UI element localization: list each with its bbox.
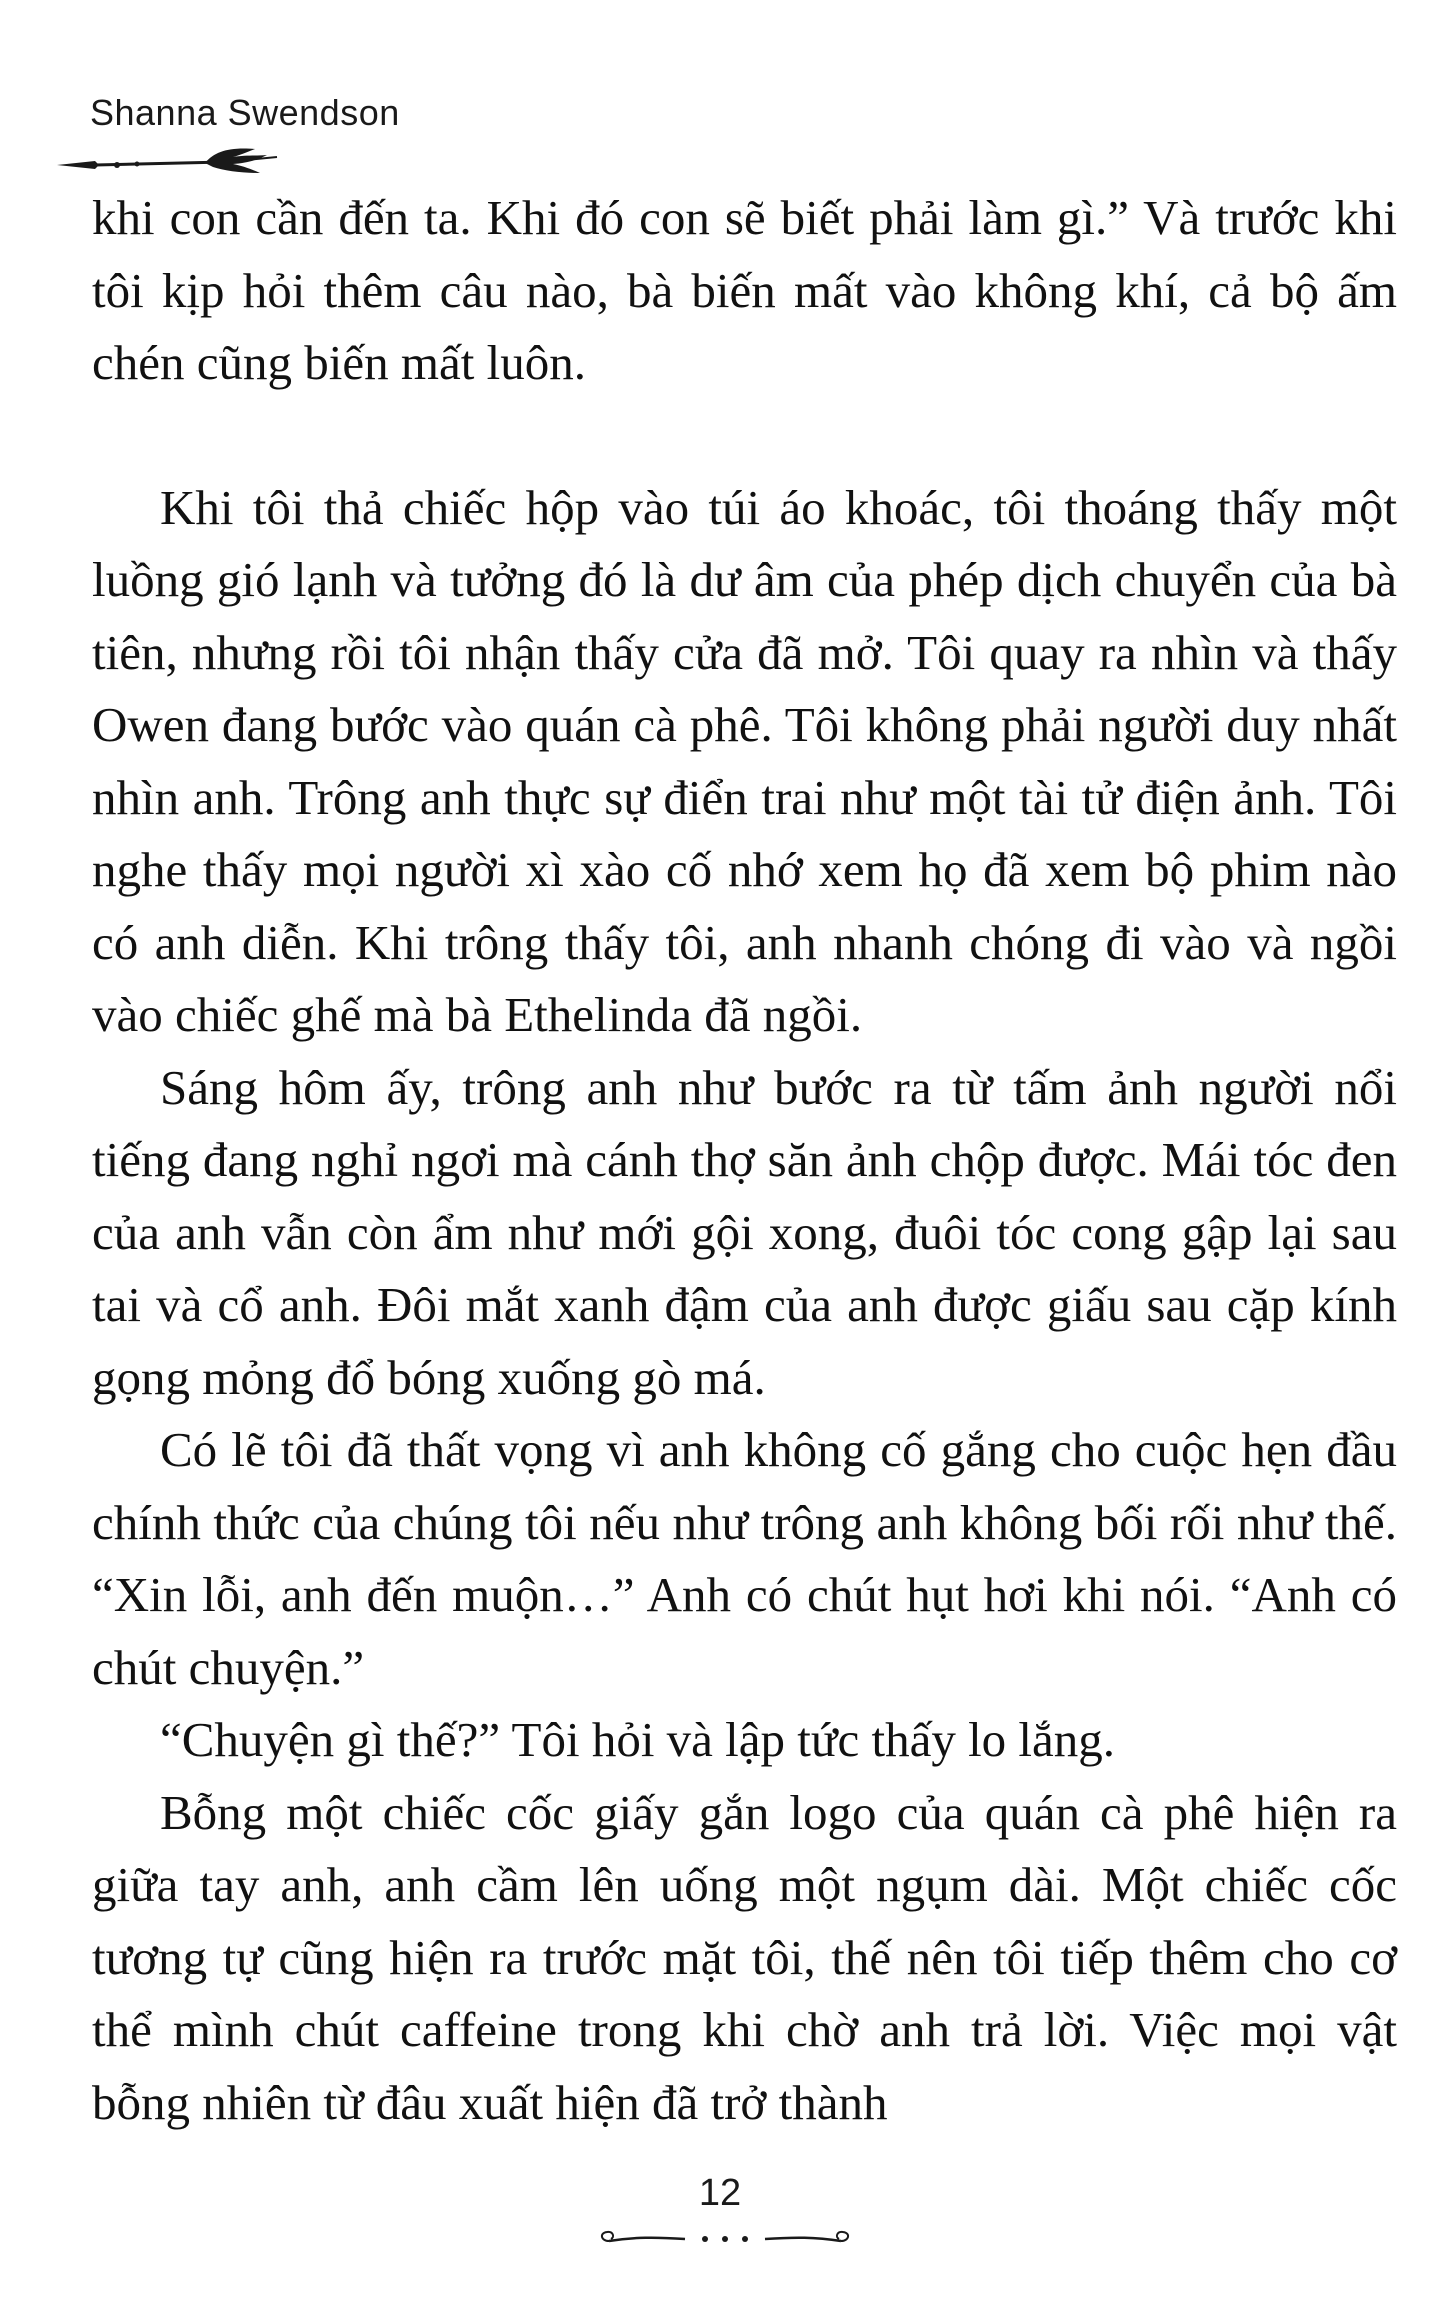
running-head-author: Shanna Swendson: [90, 92, 400, 133]
page-number: 12: [698, 2172, 742, 2214]
scroll-flourish-icon: [595, 2225, 855, 2253]
paragraph-5: “Chuyện gì thế?” Tôi hỏi và lập tức thấy lo lắng.: [160, 1712, 1116, 1767]
paragraph-6: Bỗng một chiếc cốc giấy gắn logo của quán cà phê hiện ra giữa tay anh, anh cầm lên uống một ngụm dài. Một chiếc cốc tương tự cũng hiện ra trước mặt tôi, thế nên tôi tiếp thêm cho cơ thể mình chút caffeine trong khi chờ anh trả lời. Việc mọi vật bỗng nhiên từ đâu xuất hiện đã trở thành: [92, 1784, 1397, 2130]
paragraph-3: Sáng hôm ấy, trông anh như bước ra từ tấm ảnh người nổi tiếng đang nghỉ ngơi mà cánh thợ săn ảnh chộp được. Mái tóc đen của anh vẫn còn ẩm như mới gội xong, đuôi tóc cong gập lại sau tai và cổ anh. Đôi mắt xanh đậm của anh được giấu sau cặp kính gọng mỏng đổ bóng xuống gò má.: [92, 1059, 1397, 1405]
paragraph-2: Khi tôi thả chiếc hộp vào túi áo khoác, tôi thoáng thấy một luồng gió lạnh và tưởng đó là dư âm của phép dịch chuyển của bà tiên, nhưng rồi tôi nhận thấy cửa đã mở. Tôi quay ra nhìn và thấy Owen đang bước vào quán cà phê. Tôi không phải người duy nhất nhìn anh. Trông anh thực sự điển trai như một tài tử điện ảnh. Tôi nghe thấy mọi người xì xào cố nhớ xem họ đã xem bộ phim nào có anh diễn. Khi trông thấy tôi, anh nhanh chóng đi vào và ngồi vào chiếc ghế mà bà Ethelinda đã ngồi.: [92, 479, 1397, 1042]
paragraph-1: khi con cần đến ta. Khi đó con sẽ biết phải làm gì.” Và trước khi tôi kịp hỏi thêm câu nào, bà biến mất vào không khí, cả bộ ấm chén cũng biến mất luôn.: [92, 190, 1397, 390]
body-text: [92, 182, 1397, 2139]
feather-arrow-icon: [55, 145, 285, 179]
paragraph-4: Có lẽ tôi đã thất vọng vì anh không cố gắng cho cuộc hẹn đầu chính thức của chúng tôi nếu như trông anh không bối rối như thế. “Xin lỗi, anh đến muộn…” Anh có chút hụt hơi khi nói. “Anh có chút chuyện.”: [92, 1422, 1397, 1695]
